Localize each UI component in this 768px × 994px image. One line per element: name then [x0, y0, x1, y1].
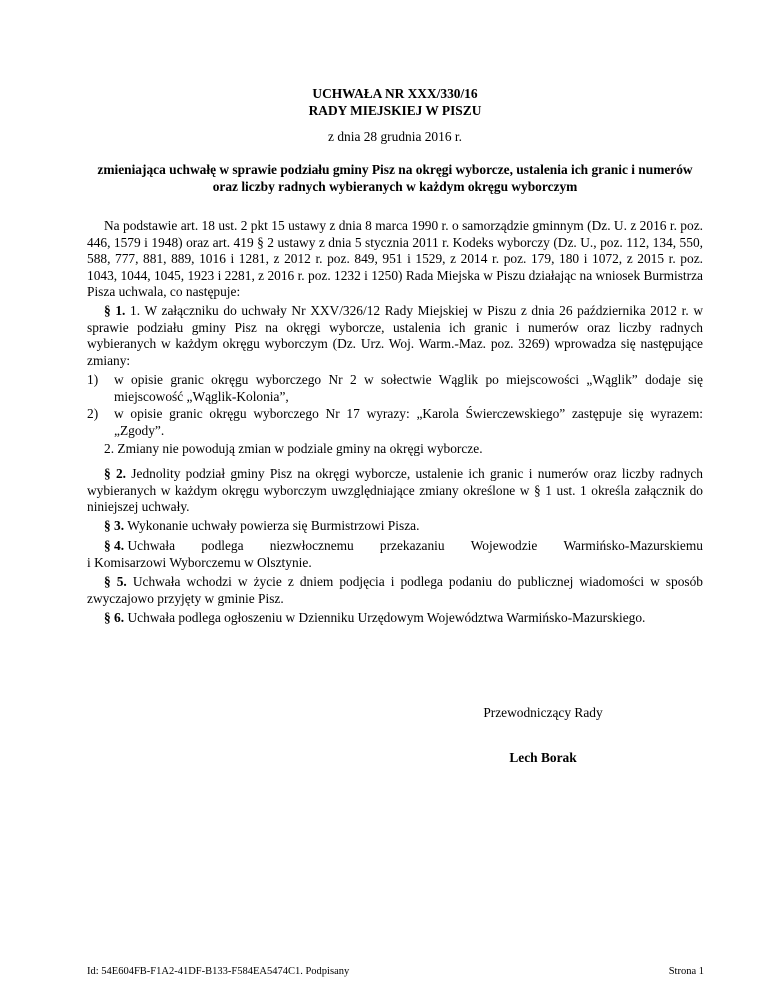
section-1-text: 1. W załączniku do uchwały Nr XXV/326/12 Rady Miejskiej w Piszu z dnia 26 października 2012 r. w sprawie podziału gminy Pisz na okręgi wyborcze, ustalenia ich granic i numerów oraz liczby radnych wybieranych w każdym okręgu wyborczym (Dz. Urz. Woj. Warm.-Maz. poz. 3269) wprowadza się następujące zmiany:: [87, 303, 703, 368]
section-2-label: § 2.: [104, 466, 127, 481]
amendment-item-2: [87, 406, 703, 439]
subject-line-1: zmieniająca uchwałę w sprawie podziału gminy Pisz na okręgi wyborcze, ustalenia ich granic i numerów: [97, 162, 693, 177]
section-4: [87, 538, 703, 571]
amendment-item-2-number: 2): [87, 406, 99, 421]
section-4-lead: [104, 538, 175, 555]
section-4-word: Wojewodzie: [470, 538, 538, 553]
section-4-label: § 4.: [104, 538, 125, 553]
section-6-label: § 6.: [104, 610, 125, 625]
resolution-title: [87, 86, 703, 119]
title-line-1: UCHWAŁA NR XXX/330/16: [312, 86, 478, 101]
title-line-2: RADY MIEJSKIEJ W PISZU: [308, 102, 482, 118]
document-id-footer: Id: 54E604FB-F1A2-41DF-B133-F584EA5474C1. Podpisany: [87, 966, 350, 977]
section-6: [87, 610, 703, 627]
section-5-label: § 5.: [104, 574, 127, 589]
section-2: [87, 466, 703, 516]
section-1-point-2: 2. Zmiany nie powodują zmian w podziale gminy na okręgi wyborcze.: [104, 441, 483, 456]
amendment-item-1-number: 1): [87, 372, 99, 387]
section-4-word: podlega: [201, 538, 244, 553]
amendment-item-2-text: w opisie granic okręgu wyborczego Nr 17 wyrazy: „Karola Świerczewskiego” zastępuje się wyrazem: „Zgody”.: [114, 406, 703, 438]
section-1: [87, 303, 703, 369]
section-4-word: niezwłocznemu: [269, 538, 354, 553]
section-4-word: Uchwała: [127, 538, 176, 553]
section-1-label: § 1.: [104, 303, 126, 318]
section-6-text: Uchwała podlega ogłoszeniu w Dzienniku Urzędowym Województwa Warmińsko-Mazurskiego.: [127, 610, 646, 625]
resolution-subject: [80, 162, 710, 195]
section-2-text: Jednolity podział gminy Pisz na okręgi wyborcze, ustalenie ich granic i numerów oraz liczby radnych wybieranych w każdym okręgu wyborczym uwzględniające zmiany określone w § 1 ust. 1 określa załącznik do niniejszej uchwały.: [87, 466, 703, 514]
section-3-label: § 3.: [104, 518, 125, 533]
signature-role: Przewodniczący Rady: [483, 705, 603, 720]
amendment-item-1-text: w opisie granic okręgu wyborczego Nr 2 w sołectwie Wąglik po miejscowości „Wąglik” dodaje się miejscowość „Wąglik-Kolonia”,: [114, 372, 703, 404]
subject-line-2: oraz liczby radnych wybieranych w każdym okręgu wyborczym: [212, 178, 578, 194]
preamble: Na podstawie art. 18 ust. 2 pkt 15 ustawy z dnia 8 marca 1990 r. o samorządzie gminnym (Dz. U. z 2016 r. poz. 446, 1579 i 1948) oraz art. 419 § 2 ustawy z dnia 5 stycznia 2011 r. Kodeks wyborczy (Dz. U., poz. 112, 134, 550, 588, 777, 881, 889, 1016 i 1281, z 2012 r. poz. 849, 951 i 1529, z 2014 r. poz. 179, 180 i 1072, z 2015 r. poz. 1043, 1044, 1045, 1923 i 2281, z 2016 r. poz. 1232 i 1250) Rada Miejska w Piszu działając na wniosek Burmistrza Pisza uchwala, co następuje:: [87, 218, 703, 299]
resolution-date: z dnia 28 grudnia 2016 r.: [328, 129, 462, 144]
amendment-item-1: [87, 372, 703, 405]
section-4-line-2: i Komisarzowi Wyborczemu w Olsztynie.: [87, 554, 312, 570]
section-4-line-1: [87, 538, 703, 555]
section-3-text: Wykonanie uchwały powierza się Burmistrzowi Pisza.: [127, 518, 420, 533]
section-4-word: przekazaniu: [379, 538, 445, 553]
signature-name: Lech Borak: [509, 750, 577, 765]
section-5: [87, 574, 703, 607]
page-number: Strona 1: [668, 966, 704, 977]
section-5-text: Uchwała wchodzi w życie z dniem podjęcia i podlega podaniu do publicznej wiadomości w sposób zwyczajowo przyjęty w gminie Pisz.: [87, 574, 703, 606]
section-3: [87, 518, 703, 535]
section-4-word: Warmińsko-Mazurskiemu: [563, 538, 703, 553]
